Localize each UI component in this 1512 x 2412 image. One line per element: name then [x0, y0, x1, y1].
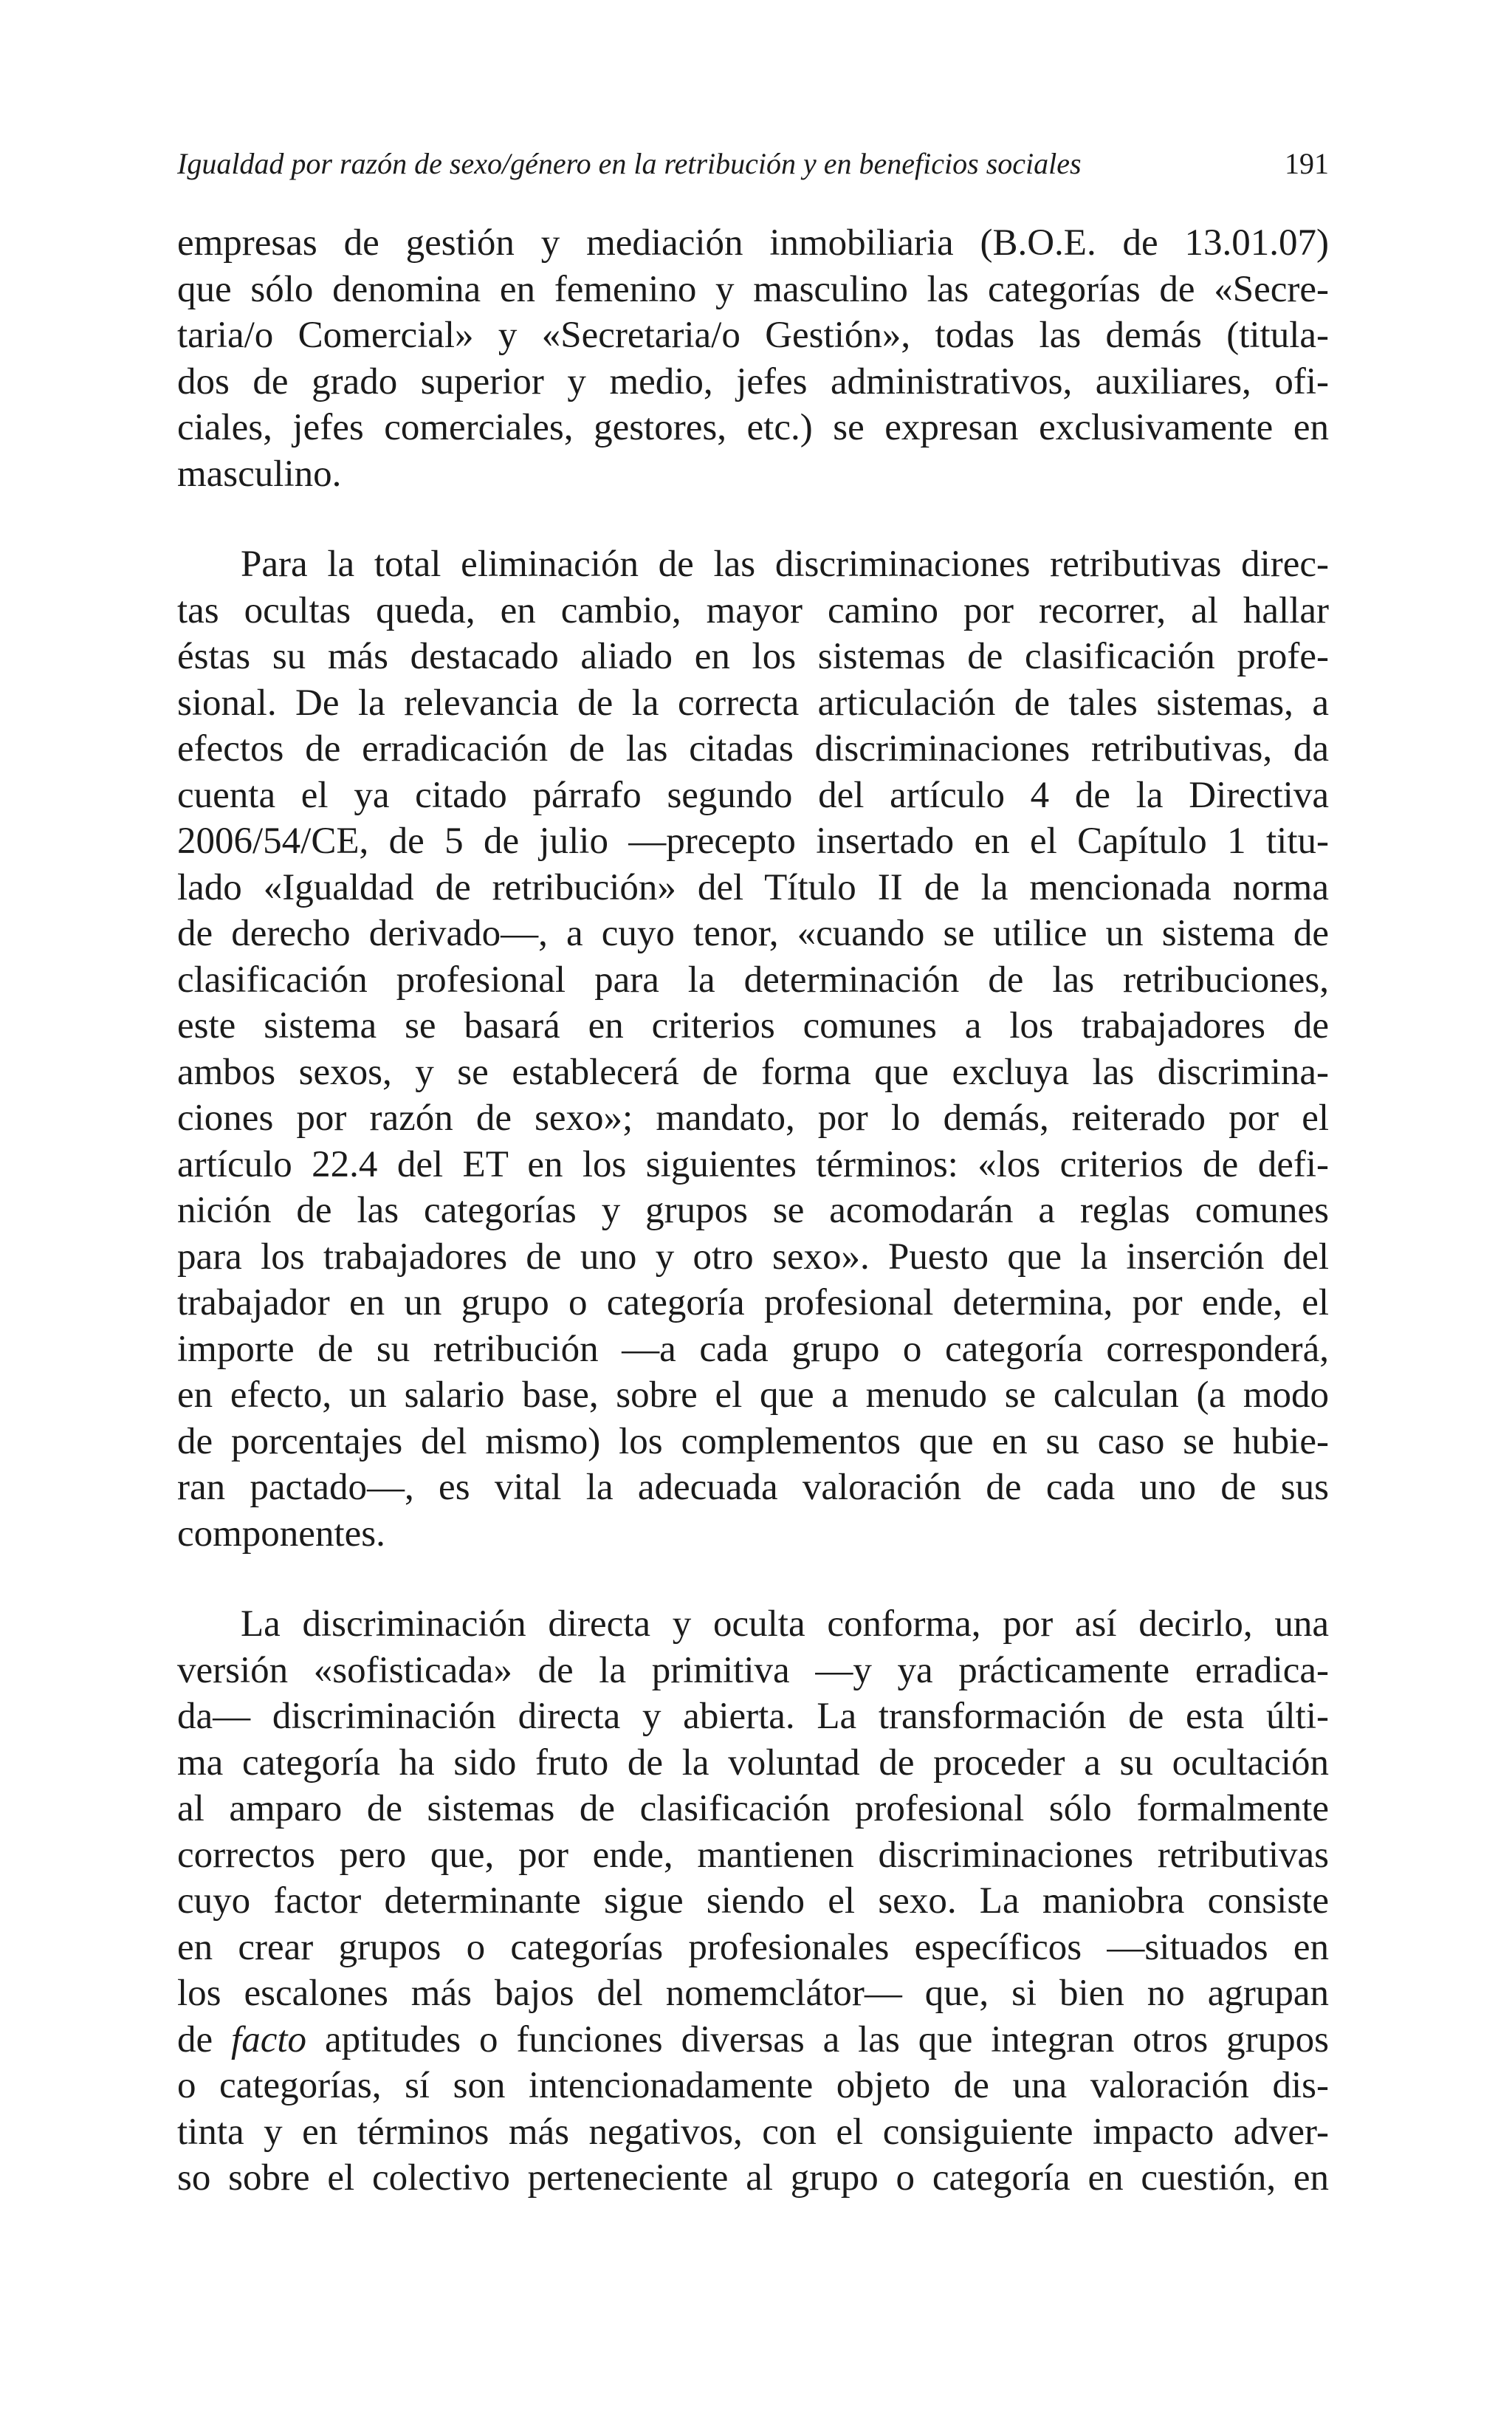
- text-line: tinta y en términos más negativos, con el consiguiente impacto adver-: [177, 2111, 1329, 2153]
- text-line: dos de grado superior y medio, jefes administrativos, auxiliares, ofi-: [177, 360, 1329, 402]
- paragraph-discriminacion-directa-oculta: [177, 1601, 1329, 2202]
- page-number: 191: [1285, 147, 1329, 180]
- running-title: Igualdad por razón de sexo/género en la retribución y en beneficios sociales: [177, 147, 1082, 180]
- italic-line-prefix: de: [177, 2018, 232, 2060]
- text-line: o categorías, sí son intencionadamente objeto de una valoración dis-: [177, 2065, 1329, 2106]
- text-line: ciales, jefes comerciales, gestores, etc.) se expresan exclusivamente en: [177, 407, 1329, 448]
- text-line: de porcentajes del mismo) los complementos que en su caso se hubie-: [177, 1420, 1329, 1462]
- text-line: ma categoría ha sido fruto de la voluntad de proceder a su ocultación: [177, 1741, 1329, 1784]
- italic-term-facto: facto: [231, 2018, 307, 2060]
- text-line: en efecto, un salario base, sobre el que a menudo se calculan (a modo: [177, 1374, 1329, 1416]
- text-line: lado «Igualdad de retribución» del Título II de la mencionada norma: [177, 866, 1329, 908]
- text-line: tas ocultas queda, en cambio, mayor camino por recorrer, al hallar: [177, 589, 1329, 631]
- text-line: cuenta el ya citado párrafo segundo del artículo 4 de la Directiva: [177, 774, 1329, 816]
- paragraph-continuation: [177, 220, 1329, 497]
- text-line: artículo 22.4 del ET en los siguientes términos: «los criterios de defi-: [177, 1143, 1329, 1185]
- text-line: importe de su retribución —a cada grupo o categoría corresponderá,: [177, 1328, 1329, 1370]
- paragraph-clasificacion-profesional: [177, 541, 1329, 1557]
- text-line: so sobre el colectivo perteneciente al grupo o categoría en cuestión, en: [177, 2157, 1329, 2199]
- running-head: [177, 134, 1329, 193]
- text-line: Para la total eliminación de las discriminaciones retributivas direc-: [241, 544, 1329, 585]
- text-line: taria/o Comercial» y «Secretaria/o Gestión», todas las demás (titula-: [177, 315, 1329, 356]
- text-line: de derecho derivado—, a cuyo tenor, «cuando se utilice un sistema de: [177, 913, 1329, 954]
- italic-line-suffix: aptitudes o funciones diversas a las que integran otros grupos: [306, 2018, 1329, 2060]
- text-line: ciones por razón de sexo»; mandato, por lo demás, reiterado por el: [177, 1097, 1329, 1139]
- text-line: nición de las categorías y grupos se acomodarán a reglas comunes: [177, 1190, 1329, 1231]
- text-line: que sólo denomina en femenino y masculino las categorías de «Secre-: [177, 268, 1329, 310]
- text-line: La discriminación directa y oculta conforma, por así decirlo, una: [241, 1603, 1329, 1645]
- text-line: efectos de erradicación de las citadas discriminaciones retributivas, da: [177, 728, 1329, 770]
- text-line: 2006/54/CE, de 5 de julio —precepto insertado en el Capítulo 1 titu-: [177, 820, 1329, 862]
- text-line: clasificación profesional para la determinación de las retribuciones,: [177, 959, 1329, 1001]
- text-line-with-italic: [177, 2017, 1329, 2063]
- text-line: los escalones más bajos del nomemclátor— que, si bien no agrupan: [177, 1973, 1329, 2014]
- text-line: da— discriminación directa y abierta. La transformación de esta últi-: [177, 1696, 1329, 1737]
- text-line: ambos sexos, y se establecerá de forma que excluya las discrimina-: [177, 1051, 1329, 1093]
- text-line: cuyo factor determinante sigue siendo el sexo. La maniobra consiste: [177, 1880, 1329, 1922]
- text-line: masculino.: [177, 453, 342, 495]
- text-line: empresas de gestión y mediación inmobiliaria (B.O.E. de 13.01.07): [177, 222, 1329, 264]
- text-line: éstas su más destacado aliado en los sistemas de clasificación profe-: [177, 636, 1329, 677]
- text-line: trabajador en un grupo o categoría profesional determina, por ende, el: [177, 1282, 1329, 1323]
- text-line: ran pactado—, es vital la adecuada valoración de cada uno de sus: [177, 1467, 1329, 1508]
- body-text: [177, 220, 1329, 2202]
- text-line: para los trabajadores de uno y otro sexo». Puesto que la inserción del: [177, 1236, 1329, 1278]
- text-line: correctos pero que, por ende, mantienen discriminaciones retributivas: [177, 1834, 1329, 1876]
- text-line: en crear grupos o categorías profesionales específicos —situados en: [177, 1926, 1329, 1968]
- text-line: componentes.: [177, 1512, 385, 1555]
- text-line: versión «sofisticada» de la primitiva —y ya prácticamente erradica-: [177, 1649, 1329, 1691]
- text-line: este sistema se basará en criterios comunes a los trabajadores de: [177, 1005, 1329, 1046]
- text-line: al amparo de sistemas de clasificación profesional sólo formalmente: [177, 1788, 1329, 1829]
- text-line: sional. De la relevancia de la correcta articulación de tales sistemas, a: [177, 682, 1329, 724]
